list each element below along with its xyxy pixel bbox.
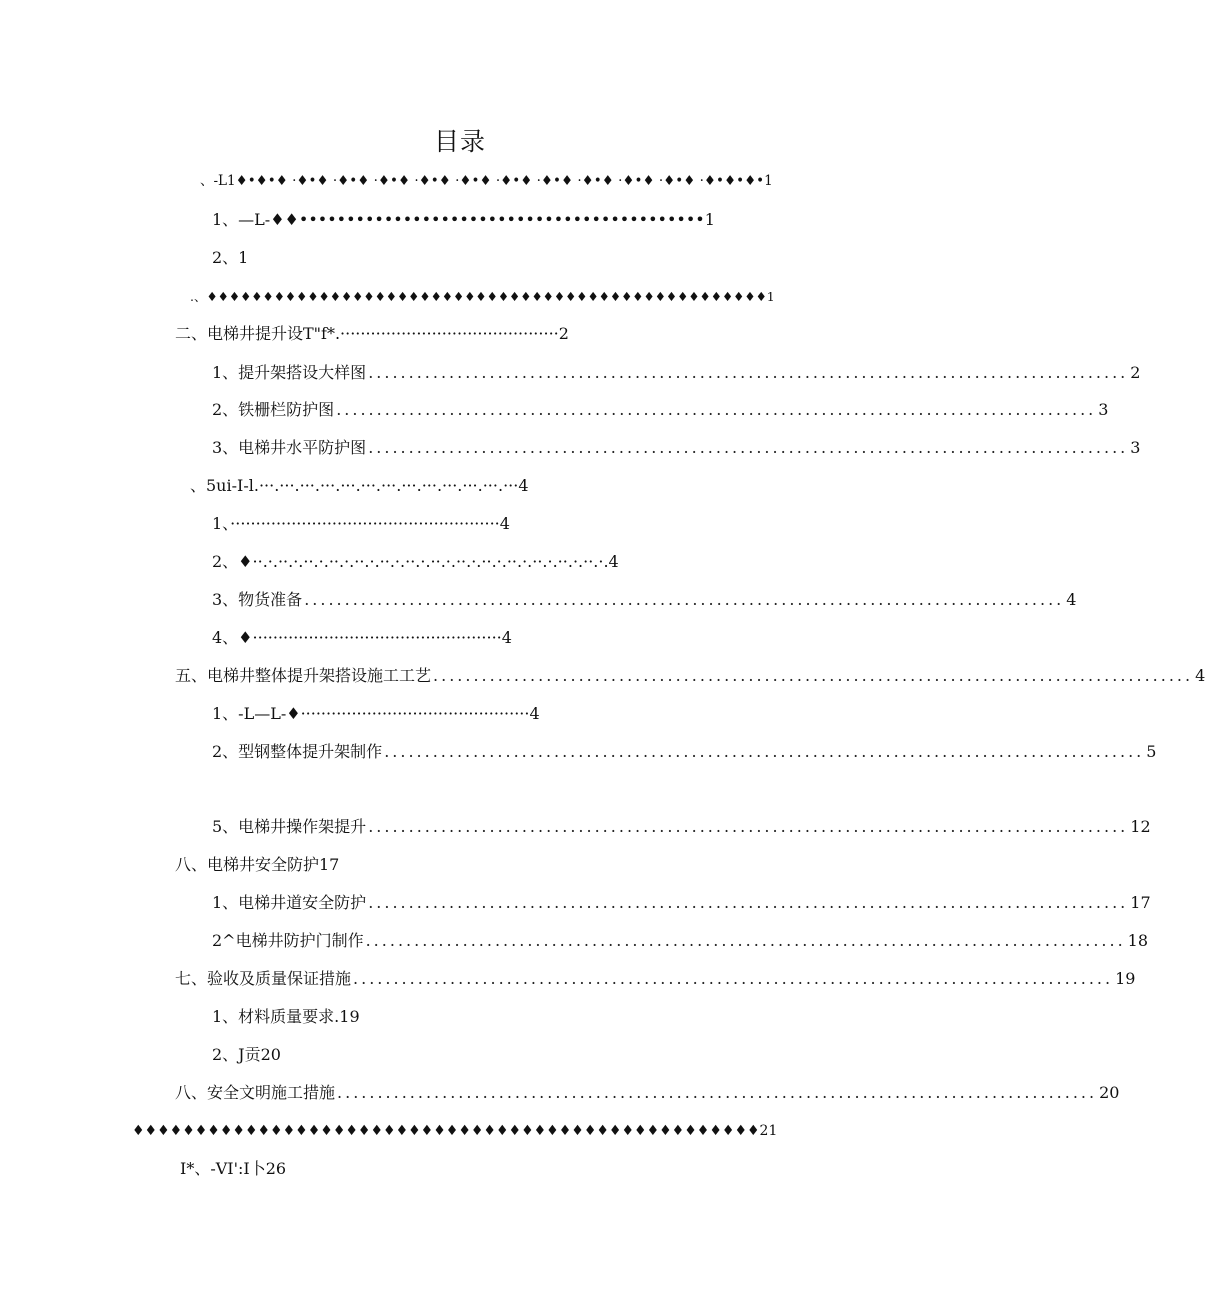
toc-entry-page: 2 bbox=[1130, 363, 1141, 382]
dot-leader: .............................................................................................. bbox=[368, 817, 1129, 836]
toc-entry: I*、-VI':I卜26 bbox=[180, 1159, 287, 1178]
toc-entry-page: 17 bbox=[1130, 893, 1151, 912]
toc-entry-label: 2^电梯井防护门制作 bbox=[212, 931, 364, 950]
toc-entry-page: 4 bbox=[1195, 666, 1205, 685]
dot-leader: .............................................................................................. bbox=[353, 969, 1114, 988]
toc-entry: 1、-L—L-♦·············································4 bbox=[212, 704, 540, 723]
toc-entry-label: 5、电梯井操作架提升 bbox=[212, 817, 367, 836]
toc-entry bbox=[212, 893, 1151, 913]
toc-entry-page: 20 bbox=[1099, 1083, 1120, 1102]
toc-entry-label: 八、安全文明施工措施 bbox=[175, 1083, 336, 1102]
toc-entry-page: 19 bbox=[1115, 969, 1136, 988]
toc-entry-page: 5 bbox=[1146, 742, 1157, 761]
toc-entry bbox=[212, 400, 1109, 420]
toc-entry bbox=[175, 969, 1136, 989]
dot-leader: .............................................................................................. bbox=[368, 438, 1129, 457]
dot-leader: .............................................................................................. bbox=[337, 1083, 1098, 1102]
dot-leader: .............................................................................................. bbox=[384, 742, 1145, 761]
toc-entry bbox=[212, 590, 1077, 610]
toc-entry-label: 3、物货准备 bbox=[212, 590, 303, 609]
dot-leader: .............................................................................................. bbox=[368, 363, 1129, 382]
toc-entry-label: 七、验收及质量保证措施 bbox=[175, 969, 352, 988]
dot-leader: .............................................................................................. bbox=[433, 666, 1194, 685]
toc-entry-page: 3 bbox=[1130, 438, 1141, 457]
toc-entry bbox=[175, 1083, 1120, 1103]
toc-entry: 二、电梯井提升设T"f*.···········································2 bbox=[175, 324, 569, 343]
dot-leader: .............................................................................................. bbox=[365, 931, 1126, 950]
dot-leader: .............................................................................................. bbox=[368, 893, 1129, 912]
toc-entry-page: 12 bbox=[1130, 817, 1151, 836]
toc-entry bbox=[212, 931, 1149, 951]
toc-entry-label: 1、电梯井道安全防护 bbox=[212, 893, 367, 912]
toc-entry bbox=[212, 438, 1141, 458]
toc-entry: .、♦♦♦♦♦♦♦♦♦♦♦♦♦♦♦♦♦♦♦♦♦♦♦♦♦♦♦♦♦♦♦♦♦♦♦♦♦♦♦♦♦♦♦♦♦♦♦♦♦♦1 bbox=[190, 289, 775, 304]
toc-entry bbox=[212, 817, 1151, 837]
dot-leader: .............................................................................................. bbox=[336, 400, 1097, 419]
toc-entry-label: 3、电梯井水平防护图 bbox=[212, 438, 367, 457]
toc-entry: 2、♦··.·.··.·.··.·.··.·.··.·.··.·.··.·.··.·.··.·.··.·.··.·.··.·.··.·.··.·.4 bbox=[212, 552, 619, 571]
toc-entry: 4、♦·················································4 bbox=[212, 628, 512, 647]
toc-entry: 1、材料质量要求.19 bbox=[212, 1007, 360, 1026]
toc-entry bbox=[175, 666, 1205, 686]
toc-entry bbox=[212, 363, 1141, 383]
toc-entry: 、-L1♦•♦•♦ ·♦•♦ ·♦•♦ ·♦•♦ ·♦•♦ ·♦•♦ ·♦•♦ ·♦•♦ ·♦•♦ ·♦•♦ ·♦•♦ ·♦•♦•♦•1 bbox=[200, 173, 773, 189]
dot-leader: .............................................................................................. bbox=[304, 590, 1065, 609]
toc-entry-page: 4 bbox=[1066, 590, 1077, 609]
toc-entry-page: 18 bbox=[1127, 931, 1149, 950]
toc-entry: 2、J贡20 bbox=[212, 1045, 281, 1064]
toc-entry bbox=[212, 742, 1157, 762]
toc-entry: 1、—L-♦♦•••••••••••••••••••••••••••••••••••••••••••1 bbox=[212, 210, 715, 229]
page-title: 目录 bbox=[433, 127, 486, 156]
toc-entry-page: 3 bbox=[1098, 400, 1109, 419]
toc-entry: ♦♦♦♦♦♦♦♦♦♦♦♦♦♦♦♦♦♦♦♦♦♦♦♦♦♦♦♦♦♦♦♦♦♦♦♦♦♦♦♦♦♦♦♦♦♦♦♦♦♦21 bbox=[132, 1123, 778, 1139]
toc-entry: 、5ui-I-l.···.···.···.···.···.···.···.···.···.···.···.···.···4 bbox=[190, 476, 529, 495]
toc-entry: 1、·····················································4 bbox=[212, 514, 510, 533]
toc-entry: 八、电梯井安全防护17 bbox=[175, 855, 340, 874]
toc-entry-label: 2、型钢整体提升架制作 bbox=[212, 742, 383, 761]
toc-entry: 2、1 bbox=[212, 248, 249, 267]
toc-entry-label: 五、电梯井整体提升架搭设施工工艺 bbox=[175, 666, 432, 685]
toc-entry-label: 2、铁栅栏防护图 bbox=[212, 400, 335, 419]
toc-entry-label: 1、提升架搭设大样图 bbox=[212, 363, 367, 382]
